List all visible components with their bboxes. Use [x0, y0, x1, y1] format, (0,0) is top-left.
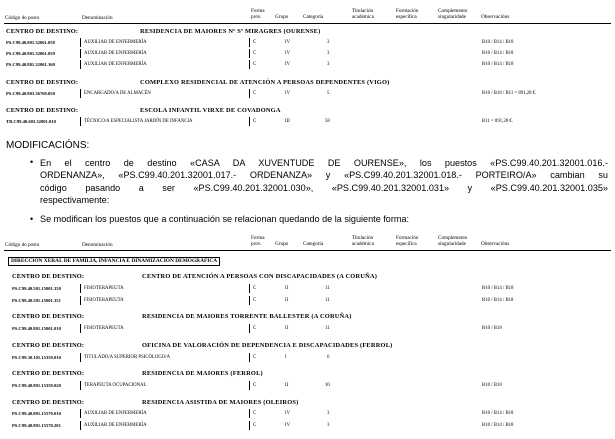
cell-divider [249, 38, 250, 47]
row-forma: C [253, 411, 257, 416]
row-denominacion: FISIOTERAPEUTA [84, 298, 124, 303]
centro-label: CENTRO DE DESTINO: [12, 342, 85, 349]
header-forma-prov: prov. [251, 241, 262, 247]
row-code: PS.C99.40.801.32061.050 [6, 40, 55, 45]
row-grupo: IV [285, 411, 291, 416]
header-denominacion: Denominación [82, 242, 113, 248]
cell-divider [80, 284, 81, 293]
row-denominacion: ENCARGADO/A DE ALMACÉN [84, 91, 151, 96]
row-categoria: 10 [325, 383, 330, 388]
row-categoria: 3 [327, 51, 330, 56]
row-observacions: B10 / B18 / B11 = 891,28 €. [482, 91, 537, 96]
centro-label: CENTRO DE DESTINO: [12, 313, 85, 320]
cell-divider [249, 381, 250, 390]
cell-divider [249, 60, 250, 69]
row-forma: C [253, 326, 257, 331]
cell-divider [80, 324, 81, 333]
row-denominacion: TERAPEUTA OCUPACIONAL [84, 383, 147, 388]
bullet-icon: • [30, 157, 34, 167]
centro-label: CENTRO DE DESTINO: [6, 107, 79, 114]
row-forma: C [253, 298, 257, 303]
row-categoria: 6 [327, 355, 330, 360]
header-categoria: Categoría [303, 14, 324, 20]
modificacions-paragraph-1 [40, 157, 608, 206]
row-denominacion: AUXILIAR DE ENFERMERÍA [84, 51, 147, 56]
header-grupo: Grupo [275, 241, 289, 247]
row-observacions: B10 / B18 [482, 383, 502, 388]
row-grupo: IV [285, 51, 291, 56]
header-formacion: Formación específica [396, 8, 419, 20]
row-categoria: 3 [327, 40, 330, 45]
row-denominacion: AUXILIAR DE ENFERMERÍA [84, 40, 147, 45]
row-code: PS.C99.40.801.15570.010 [12, 411, 61, 416]
row-forma: C [253, 355, 257, 360]
cell-divider [80, 49, 81, 58]
centro-label: CENTRO DE DESTINO: [6, 28, 79, 35]
cell-divider [249, 89, 250, 98]
row-code: PS.C99.40.801.32061.160 [6, 62, 55, 67]
cell-divider [249, 284, 250, 293]
row-code: PS.C99.40.801.32061.059 [6, 51, 55, 56]
centro-name: COMPLEXO RESIDENCIAL DE ATENCIÓN A PERSOAS DEPENDENTES (VIGO) [140, 79, 390, 86]
row-categoria: 3 [327, 411, 330, 416]
row-grupo: IV [285, 62, 291, 67]
header-codigo: Código do posto [5, 15, 40, 21]
row-forma: C [253, 40, 257, 45]
row-grupo: II [285, 298, 289, 303]
header-titulacion: Titulación académica [352, 235, 374, 247]
header-complemento: Complemento [438, 235, 468, 241]
centro-label: CENTRO DE DESTINO: [12, 399, 85, 406]
centro-name: RESIDENCIA DE MAIORES Nº Sª MIRAGRES (OURENSE) [140, 28, 321, 35]
cell-divider [80, 38, 81, 47]
row-grupo: IV [285, 40, 291, 45]
row-code: PS.C99.40.501.15001.351 [12, 298, 61, 303]
modificacions-paragraph-2: Se modifican los puestos que a continuación se relacionan quedando de la siguiente forma: [40, 214, 410, 224]
row-code: PS.C99.40.801.15359.020 [12, 383, 61, 388]
direccion-box: DIRECCIÓN XERAL DE FAMILIA, INFANCIA E DINAMIZACIÓN DEMOGRÁFICA [8, 257, 220, 266]
row-grupo: I [285, 355, 287, 360]
header-complemento-sing: singularidade [438, 14, 466, 20]
row-observacions: B10 / B14 / B18 [482, 423, 514, 428]
header-grupo: Grupo [275, 14, 289, 20]
row-observacions: B10 / B14 / B18 [482, 51, 514, 56]
row-observacions: B10 / B14 / B18 [482, 286, 514, 291]
row-categoria: 3 [327, 423, 330, 428]
row-categoria: 5 [327, 91, 330, 96]
centro-name: RESIDENCIA DE MAIORES TORRENTE BALLESTER (A CORUÑA) [142, 313, 352, 320]
row-denominacion: AUXILIAR DE ENFERMERÍA [84, 62, 147, 67]
row-denominacion: FISIOTERAPEUTA [84, 326, 124, 331]
row-forma: C [253, 423, 257, 428]
row-observacions: B10 / B18 [482, 326, 502, 331]
row-categoria: 11 [325, 326, 330, 331]
cell-divider [80, 60, 81, 69]
row-forma: C [253, 119, 257, 124]
row-grupo: II [285, 383, 289, 388]
cell-divider [80, 381, 81, 390]
cell-divider [249, 324, 250, 333]
row-observacions: B10 / B14 / B18 [482, 411, 514, 416]
row-grupo: IV [285, 91, 291, 96]
row-observacions: B10 / B14 / B18 [482, 298, 514, 303]
row-code: PS.C99.40.801.15570.201 [12, 423, 61, 428]
row-denominacion: FISIOTERAPEUTA [84, 286, 124, 291]
row-code: TR.C99.40.603.32001.010 [6, 119, 56, 124]
cell-divider [80, 421, 81, 430]
centro-name: ESCOLA INFANTIL VIRXE DE COVADONGA [140, 107, 281, 114]
centro-label: CENTRO DE DESTINO: [6, 79, 79, 86]
cell-divider [249, 353, 250, 362]
header-observacions: Observacións [481, 241, 510, 247]
centro-name: CENTRO DE ATENCIÓN A PERSOAS CON DISCAPACIDADES (A CORUÑA) [142, 273, 378, 280]
centro-name: RESIDENCIA ASISTIDA DE MAIORES (OLEIROS) [142, 399, 299, 406]
centro-label: CENTRO DE DESTINO: [12, 273, 85, 280]
centro-label: CENTRO DE DESTINO: [12, 370, 85, 377]
row-denominacion: AUXILIAR DE ENFERMERÍA [84, 423, 147, 428]
header-forma: Forma [251, 8, 265, 14]
header-complemento-sing: singularidade [438, 241, 466, 247]
cell-divider [249, 421, 250, 430]
header-rule [4, 250, 611, 251]
row-forma: C [253, 286, 257, 291]
row-forma: C [253, 62, 257, 67]
cell-divider [249, 409, 250, 418]
row-code: PS.C99.40.803.36769.050 [6, 91, 55, 96]
row-observacions: B10 / B14 / B18 [482, 62, 514, 67]
row-denominacion: AUXILIAR DE ENFERMERÍA [84, 411, 147, 416]
row-code: PS.C99.40.501.15001.350 [12, 286, 61, 291]
row-code: PS.C99.40.801.15001.010 [12, 326, 61, 331]
row-observacions: B11 = 891,28 €. [482, 119, 513, 124]
cell-divider [249, 296, 250, 305]
header-forma: Forma [251, 235, 265, 241]
header-observacions: Observacións [481, 14, 510, 20]
bullet-icon: • [30, 214, 34, 224]
header-forma-prov: prov. [251, 14, 262, 20]
cell-divider [80, 89, 81, 98]
header-formacion: Formación específica [396, 235, 419, 247]
cell-divider [249, 117, 250, 126]
centro-name: RESIDENCIA DE MAIORES (FERROL) [142, 370, 263, 377]
paragraph-line: código pasando a ser «PS.C99.40.201.32001.030», «PS.C99.40.201.32001.031» y «PS.C99.40.201.32001.035» [40, 182, 608, 193]
row-forma: C [253, 383, 257, 388]
paragraph-line: ORDENANZA», «PS.C99.40.201.32001.017.- ORDENANZA» y «PS.C99.40.201.32001.018.- PORTEIRO/A» cambian su [40, 170, 608, 181]
row-observacions: B10 / B14 / B18 [482, 40, 514, 45]
row-code: PS.C99.30.101.15359.010 [12, 355, 61, 360]
row-denominacion: TÉCNICO/A ESPECIALISTA JARDÍN DE INFANCIA [84, 119, 193, 124]
row-categoria: 11 [325, 298, 330, 303]
row-forma: C [253, 51, 257, 56]
header-codigo: Código do posto [5, 242, 40, 248]
row-categoria: 3 [327, 62, 330, 67]
row-denominacion: TITULADO/A SUPERIOR PSICÓLOGO/A [84, 355, 171, 360]
cell-divider [80, 117, 81, 126]
row-categoria: 11 [325, 286, 330, 291]
header-categoria: Categoría [303, 241, 324, 247]
cell-divider [249, 49, 250, 58]
header-denominacion: Denominación [82, 15, 113, 21]
cell-divider [80, 409, 81, 418]
row-forma: C [253, 91, 257, 96]
row-grupo: IV [285, 423, 291, 428]
cell-divider [80, 353, 81, 362]
row-grupo: II [285, 286, 289, 291]
row-grupo: II [285, 326, 289, 331]
header-rule [4, 23, 611, 24]
row-categoria: 58 [325, 119, 330, 124]
row-grupo: III [285, 119, 290, 124]
centro-name: OFICINA DE VALORACIÓN DE DEPENDENCIA E DISCAPACIDADES (FERROL) [142, 342, 393, 349]
header-complemento: Complemento [438, 8, 468, 14]
paragraph-line: En el centro de destino «CASA DA XUVENTUDE DE OURENSE», los puestos «PS.C99.40.201.32001.016.- [40, 158, 608, 168]
cell-divider [80, 296, 81, 305]
paragraph-line: respectivamente: [40, 194, 110, 205]
modificacions-title: MODIFICACIÓNS: [6, 140, 90, 151]
header-titulacion: Titulación académica [352, 8, 374, 20]
